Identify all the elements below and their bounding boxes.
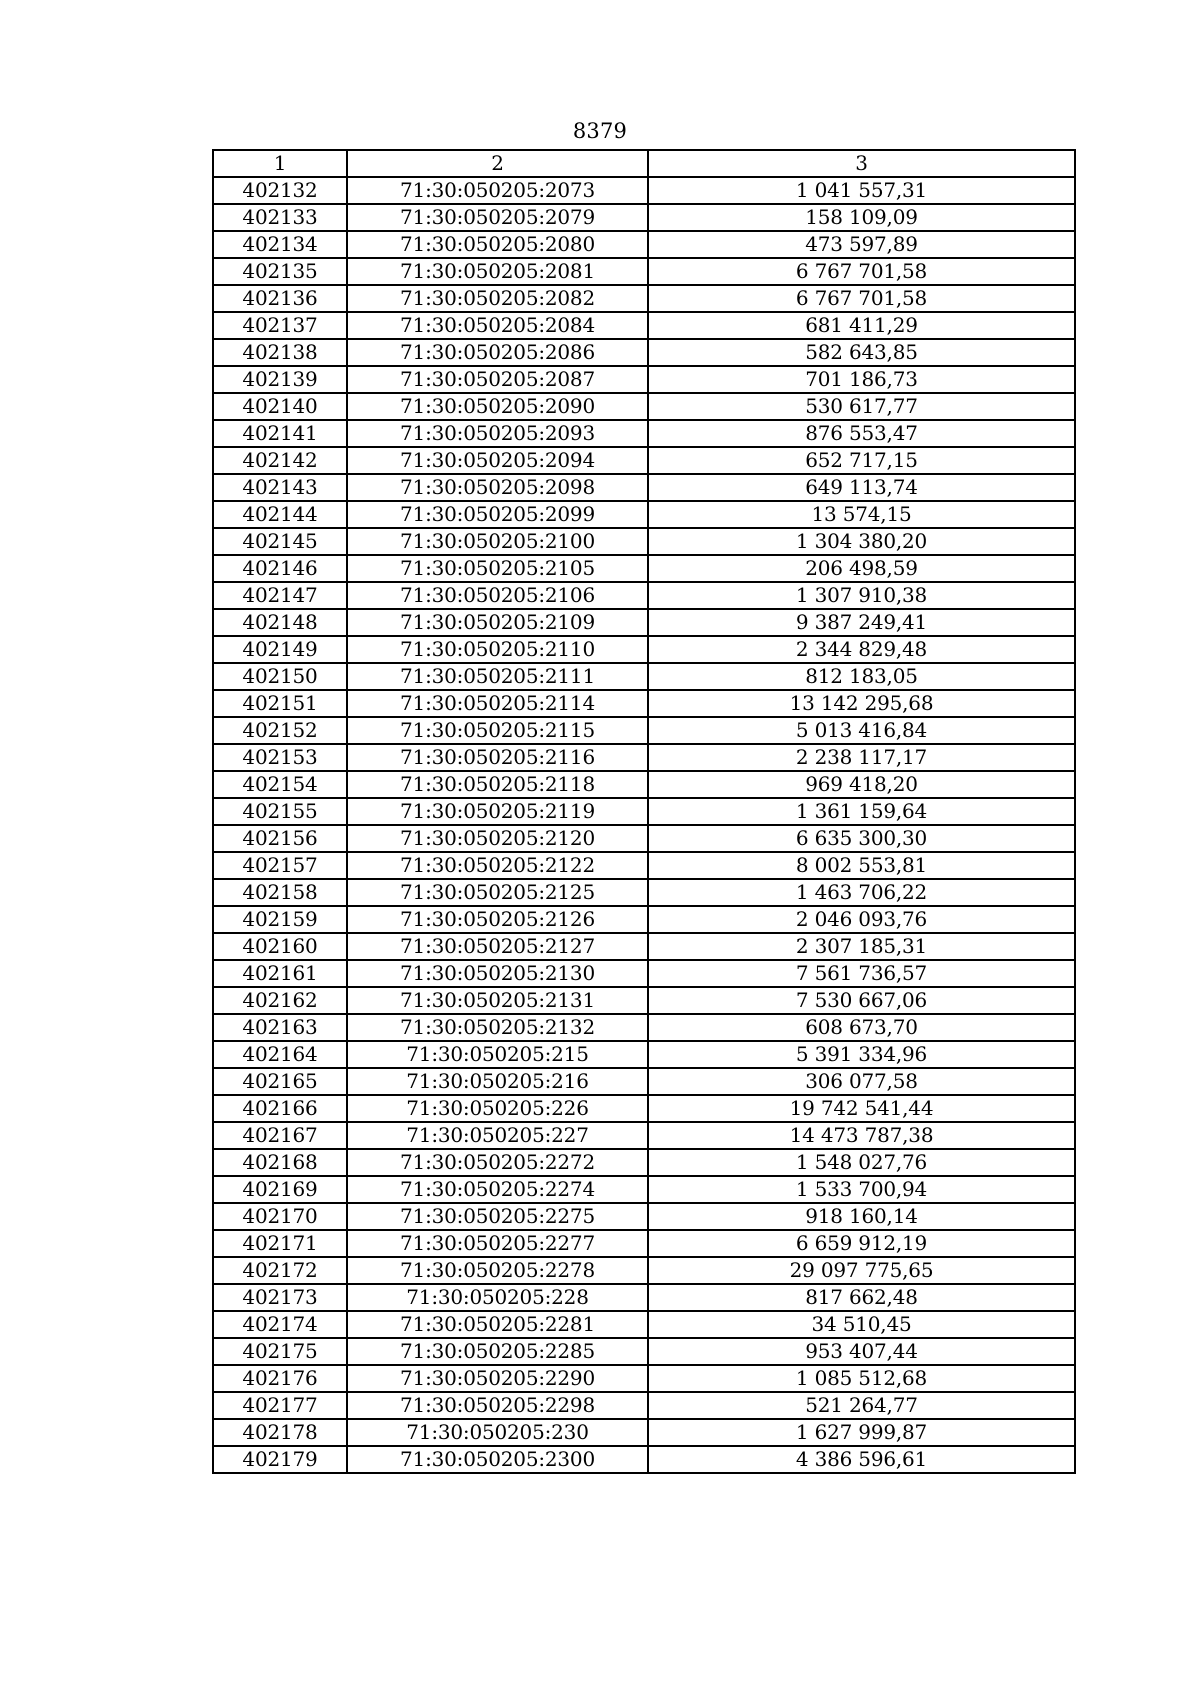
cadastral-value-cell: 2 344 829,48 <box>648 636 1075 663</box>
row-number-cell: 402154 <box>213 771 347 798</box>
cadastral-value-cell: 6 767 701,58 <box>648 285 1075 312</box>
cadastral-value-cell: 812 183,05 <box>648 663 1075 690</box>
cadastral-value-cell: 14 473 787,38 <box>648 1122 1075 1149</box>
cadastral-number-cell: 71:30:050205:2132 <box>347 1014 648 1041</box>
table-row <box>213 798 1075 825</box>
cadastral-value-cell: 5 013 416,84 <box>648 717 1075 744</box>
cadastral-value-cell: 1 627 999,87 <box>648 1419 1075 1446</box>
cadastral-value-cell: 4 386 596,61 <box>648 1446 1075 1473</box>
page-number: 8379 <box>572 119 628 143</box>
table-row <box>213 1122 1075 1149</box>
table-row <box>213 1365 1075 1392</box>
table-row <box>213 663 1075 690</box>
cadastral-value-cell: 608 673,70 <box>648 1014 1075 1041</box>
table-row <box>213 933 1075 960</box>
cadastral-number-cell: 71:30:050205:2272 <box>347 1149 648 1176</box>
cadastral-value-cell: 206 498,59 <box>648 555 1075 582</box>
row-number-cell: 402145 <box>213 528 347 555</box>
cadastral-number-cell: 71:30:050205:2115 <box>347 717 648 744</box>
cadastral-number-cell: 71:30:050205:2114 <box>347 690 648 717</box>
cadastral-number-cell: 71:30:050205:2105 <box>347 555 648 582</box>
cadastral-number-cell: 71:30:050205:2127 <box>347 933 648 960</box>
cadastral-value-cell: 29 097 775,65 <box>648 1257 1075 1284</box>
row-number-cell: 402158 <box>213 879 347 906</box>
row-number-cell: 402173 <box>213 1284 347 1311</box>
table-body <box>213 177 1075 1473</box>
table-header <box>213 150 1075 177</box>
table-row <box>213 1041 1075 1068</box>
row-number-cell: 402134 <box>213 231 347 258</box>
table-header-row <box>213 150 1075 177</box>
cadastral-number-cell: 71:30:050205:2100 <box>347 528 648 555</box>
cadastral-value-cell: 6 659 912,19 <box>648 1230 1075 1257</box>
cadastral-number-cell: 71:30:050205:228 <box>347 1284 648 1311</box>
table-row <box>213 744 1075 771</box>
cadastral-number-cell: 71:30:050205:2080 <box>347 231 648 258</box>
cadastral-number-cell: 71:30:050205:2081 <box>347 258 648 285</box>
cadastral-number-cell: 71:30:050205:2285 <box>347 1338 648 1365</box>
table-row <box>213 906 1075 933</box>
cadastral-value-cell: 649 113,74 <box>648 474 1075 501</box>
table-row <box>213 582 1075 609</box>
table-row <box>213 1392 1075 1419</box>
cadastral-value-cell: 1 304 380,20 <box>648 528 1075 555</box>
row-number-cell: 402140 <box>213 393 347 420</box>
row-number-cell: 402166 <box>213 1095 347 1122</box>
table-row <box>213 285 1075 312</box>
row-number-cell: 402172 <box>213 1257 347 1284</box>
table-row <box>213 177 1075 204</box>
row-number-cell: 402160 <box>213 933 347 960</box>
cadastral-value-cell: 817 662,48 <box>648 1284 1075 1311</box>
cadastral-number-cell: 71:30:050205:2099 <box>347 501 648 528</box>
cadastral-value-cell: 19 742 541,44 <box>648 1095 1075 1122</box>
cadastral-value-cell: 1 307 910,38 <box>648 582 1075 609</box>
cadastral-number-cell: 71:30:050205:226 <box>347 1095 648 1122</box>
row-number-cell: 402163 <box>213 1014 347 1041</box>
cadastral-number-cell: 71:30:050205:2086 <box>347 339 648 366</box>
cadastral-number-cell: 71:30:050205:2277 <box>347 1230 648 1257</box>
cadastral-value-cell: 530 617,77 <box>648 393 1075 420</box>
table-row <box>213 1014 1075 1041</box>
header-cell-col-2: 2 <box>347 150 648 177</box>
cadastral-value-cell: 6 767 701,58 <box>648 258 1075 285</box>
cadastral-value-cell: 1 361 159,64 <box>648 798 1075 825</box>
table-row <box>213 447 1075 474</box>
row-number-cell: 402165 <box>213 1068 347 1095</box>
cadastral-value-cell: 7 561 736,57 <box>648 960 1075 987</box>
cadastral-number-cell: 71:30:050205:2274 <box>347 1176 648 1203</box>
cadastral-value-cell: 1 085 512,68 <box>648 1365 1075 1392</box>
row-number-cell: 402174 <box>213 1311 347 1338</box>
cadastral-value-cell: 34 510,45 <box>648 1311 1075 1338</box>
cadastral-value-cell: 969 418,20 <box>648 771 1075 798</box>
table-row <box>213 1257 1075 1284</box>
cadastral-value-cell: 1 041 557,31 <box>648 177 1075 204</box>
cadastral-value-cell: 6 635 300,30 <box>648 825 1075 852</box>
cadastral-value-cell: 2 046 093,76 <box>648 906 1075 933</box>
table-row <box>213 825 1075 852</box>
row-number-cell: 402161 <box>213 960 347 987</box>
cadastral-number-cell: 71:30:050205:215 <box>347 1041 648 1068</box>
table-row <box>213 312 1075 339</box>
cadastral-number-cell: 71:30:050205:2130 <box>347 960 648 987</box>
cadastral-value-cell: 701 186,73 <box>648 366 1075 393</box>
cadastral-value-cell: 5 391 334,96 <box>648 1041 1075 1068</box>
cadastral-value-cell: 473 597,89 <box>648 231 1075 258</box>
row-number-cell: 402143 <box>213 474 347 501</box>
table-row <box>213 771 1075 798</box>
cadastral-value-cell: 8 002 553,81 <box>648 852 1075 879</box>
cadastral-value-cell: 7 530 667,06 <box>648 987 1075 1014</box>
cadastral-number-cell: 71:30:050205:2084 <box>347 312 648 339</box>
cadastral-number-cell: 71:30:050205:2098 <box>347 474 648 501</box>
row-number-cell: 402152 <box>213 717 347 744</box>
row-number-cell: 402155 <box>213 798 347 825</box>
cadastral-number-cell: 71:30:050205:2079 <box>347 204 648 231</box>
cadastral-number-cell: 71:30:050205:2125 <box>347 879 648 906</box>
table-row <box>213 960 1075 987</box>
cadastral-value-cell: 306 077,58 <box>648 1068 1075 1095</box>
table-row <box>213 1068 1075 1095</box>
row-number-cell: 402159 <box>213 906 347 933</box>
table-row <box>213 1203 1075 1230</box>
row-number-cell: 402138 <box>213 339 347 366</box>
cadastral-value-cell: 158 109,09 <box>648 204 1075 231</box>
table-row <box>213 528 1075 555</box>
table-row <box>213 717 1075 744</box>
row-number-cell: 402133 <box>213 204 347 231</box>
cadastral-number-cell: 71:30:050205:227 <box>347 1122 648 1149</box>
row-number-cell: 402137 <box>213 312 347 339</box>
table-row <box>213 1230 1075 1257</box>
row-number-cell: 402156 <box>213 825 347 852</box>
cadastral-value-cell: 652 717,15 <box>648 447 1075 474</box>
cadastral-number-cell: 71:30:050205:2278 <box>347 1257 648 1284</box>
cadastral-number-cell: 71:30:050205:2119 <box>347 798 648 825</box>
row-number-cell: 402149 <box>213 636 347 663</box>
row-number-cell: 402178 <box>213 1419 347 1446</box>
cadastral-value-cell: 521 264,77 <box>648 1392 1075 1419</box>
cadastral-number-cell: 71:30:050205:2120 <box>347 825 648 852</box>
cadastral-number-cell: 71:30:050205:2073 <box>347 177 648 204</box>
table-row <box>213 852 1075 879</box>
cadastral-number-cell: 71:30:050205:230 <box>347 1419 648 1446</box>
cadastral-number-cell: 71:30:050205:2290 <box>347 1365 648 1392</box>
table-row <box>213 204 1075 231</box>
row-number-cell: 402176 <box>213 1365 347 1392</box>
row-number-cell: 402142 <box>213 447 347 474</box>
row-number-cell: 402175 <box>213 1338 347 1365</box>
row-number-cell: 402150 <box>213 663 347 690</box>
cadastral-number-cell: 71:30:050205:2281 <box>347 1311 648 1338</box>
table-row <box>213 1446 1075 1473</box>
table-row <box>213 258 1075 285</box>
cadastral-number-cell: 71:30:050205:2106 <box>347 582 648 609</box>
cadastral-number-cell: 71:30:050205:2275 <box>347 1203 648 1230</box>
cadastral-value-cell: 918 160,14 <box>648 1203 1075 1230</box>
row-number-cell: 402164 <box>213 1041 347 1068</box>
row-number-cell: 402146 <box>213 555 347 582</box>
cadastral-number-cell: 71:30:050205:2110 <box>347 636 648 663</box>
cadastral-number-cell: 71:30:050205:2300 <box>347 1446 648 1473</box>
table-row <box>213 366 1075 393</box>
row-number-cell: 402169 <box>213 1176 347 1203</box>
cadastral-number-cell: 71:30:050205:2093 <box>347 420 648 447</box>
row-number-cell: 402135 <box>213 258 347 285</box>
table-row <box>213 339 1075 366</box>
cadastral-number-cell: 71:30:050205:2082 <box>347 285 648 312</box>
cadastral-value-cell: 876 553,47 <box>648 420 1075 447</box>
header-cell-col-3: 3 <box>648 150 1075 177</box>
row-number-cell: 402147 <box>213 582 347 609</box>
cadastral-value-cell: 2 238 117,17 <box>648 744 1075 771</box>
cadastral-number-cell: 71:30:050205:2109 <box>347 609 648 636</box>
table-row <box>213 609 1075 636</box>
table-row <box>213 501 1075 528</box>
cadastral-number-cell: 71:30:050205:2298 <box>347 1392 648 1419</box>
table-row <box>213 1149 1075 1176</box>
cadastral-number-cell: 71:30:050205:2111 <box>347 663 648 690</box>
header-cell-col-1: 1 <box>213 150 347 177</box>
cadastral-number-cell: 71:30:050205:2126 <box>347 906 648 933</box>
cadastral-number-cell: 71:30:050205:216 <box>347 1068 648 1095</box>
cadastral-number-cell: 71:30:050205:2090 <box>347 393 648 420</box>
table-row <box>213 393 1075 420</box>
table-row <box>213 231 1075 258</box>
cadastral-value-cell: 582 643,85 <box>648 339 1075 366</box>
table-row <box>213 1311 1075 1338</box>
row-number-cell: 402153 <box>213 744 347 771</box>
table-row <box>213 420 1075 447</box>
cadastral-value-cell: 1 533 700,94 <box>648 1176 1075 1203</box>
cadastral-value-cell: 1 548 027,76 <box>648 1149 1075 1176</box>
cadastral-value-table <box>212 149 1076 1474</box>
table-row <box>213 690 1075 717</box>
table-row <box>213 1095 1075 1122</box>
cadastral-value-cell: 681 411,29 <box>648 312 1075 339</box>
table-row <box>213 636 1075 663</box>
row-number-cell: 402179 <box>213 1446 347 1473</box>
row-number-cell: 402171 <box>213 1230 347 1257</box>
row-number-cell: 402167 <box>213 1122 347 1149</box>
row-number-cell: 402151 <box>213 690 347 717</box>
row-number-cell: 402148 <box>213 609 347 636</box>
table-row <box>213 879 1075 906</box>
table-row <box>213 987 1075 1014</box>
cadastral-value-cell: 2 307 185,31 <box>648 933 1075 960</box>
row-number-cell: 402162 <box>213 987 347 1014</box>
cadastral-value-cell: 13 142 295,68 <box>648 690 1075 717</box>
table-row <box>213 474 1075 501</box>
row-number-cell: 402177 <box>213 1392 347 1419</box>
table-row <box>213 555 1075 582</box>
cadastral-number-cell: 71:30:050205:2116 <box>347 744 648 771</box>
cadastral-value-cell: 1 463 706,22 <box>648 879 1075 906</box>
cadastral-number-cell: 71:30:050205:2094 <box>347 447 648 474</box>
table-row <box>213 1419 1075 1446</box>
table-row <box>213 1176 1075 1203</box>
row-number-cell: 402132 <box>213 177 347 204</box>
table-row <box>213 1284 1075 1311</box>
row-number-cell: 402141 <box>213 420 347 447</box>
cadastral-value-cell: 953 407,44 <box>648 1338 1075 1365</box>
table-row <box>213 1338 1075 1365</box>
row-number-cell: 402157 <box>213 852 347 879</box>
cadastral-number-cell: 71:30:050205:2122 <box>347 852 648 879</box>
row-number-cell: 402144 <box>213 501 347 528</box>
cadastral-number-cell: 71:30:050205:2131 <box>347 987 648 1014</box>
row-number-cell: 402136 <box>213 285 347 312</box>
row-number-cell: 402170 <box>213 1203 347 1230</box>
row-number-cell: 402168 <box>213 1149 347 1176</box>
row-number-cell: 402139 <box>213 366 347 393</box>
cadastral-number-cell: 71:30:050205:2118 <box>347 771 648 798</box>
cadastral-number-cell: 71:30:050205:2087 <box>347 366 648 393</box>
cadastral-value-cell: 13 574,15 <box>648 501 1075 528</box>
cadastral-value-cell: 9 387 249,41 <box>648 609 1075 636</box>
